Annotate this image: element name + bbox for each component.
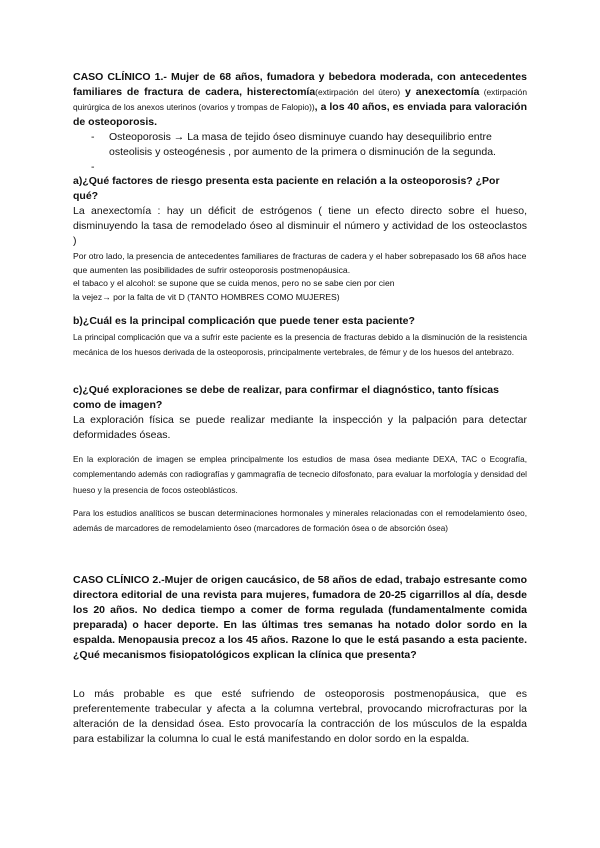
case1-heading-part-c: , a los 40 años, es enviada para valoración de osteoporosis. [73, 101, 527, 128]
answer-a-tabaco: el tabaco y el alcohol: se supone que se cuida menos, pero no se sabe cien por cien [73, 278, 395, 288]
answer-c-analytics: Para los estudios analíticos se buscan determinaciones hormonales y minerales relacionadas con el remodelamiento óseo, además de marcadores de remodelamiento óseo (marcadores de formación ósea o de absorción ósea) [73, 509, 527, 534]
osteoporosis-definition-bullet [91, 130, 527, 160]
answer-a-vejez: la vejez→ por la falta de vit D (TANTO HOMBRES COMO MUJERES) [73, 292, 340, 302]
histerectomia-note: (extirpación del útero) [315, 87, 401, 97]
question-c: c)¿Qué exploraciones se debe de realizar, para confirmar el diagnóstico, tanto físicas como de imagen? [73, 384, 499, 411]
case1-heading-part-a: CASO CLÍNICO 1.- Mujer de 68 años, fumadora y bebedora moderada, con antecedentes familiares de fractura de cadera, histerectomía [73, 71, 527, 98]
bullet-dash: - [91, 131, 95, 143]
question-a: a)¿Qué factores de riesgo presenta esta paciente en relación a la osteoporosis? ¿Por qué? [73, 175, 500, 202]
case1-heading [73, 70, 527, 130]
anexectomia-note: (extirpación quirúrgica de los anexos uterinos (ovarios y trompas de Falopio)) [73, 87, 527, 112]
question-b: b)¿Cuál es la principal complicación que puede tener esta paciente? [73, 315, 415, 327]
case2-answer: Lo más probable es que esté sufriendo de osteoporosis postmenopáusica, que es preferentemente trabecular y afecta a la columna vertebral, provocando microfracturas por la alteración de la densidad ósea. Esto provocaría la contracción de los músculos de la espalda para estabilizar la columna lo cual le está manifestando en dolor sordo en la espalda. [73, 688, 527, 745]
answer-c-physical: La exploración física se puede realizar mediante la inspección y la palpación para detectar deformidades óseas. [73, 414, 527, 441]
answer-a-anexectomia: La anexectomía : hay un déficit de estrógenos ( tiene un efecto directo sobre el hueso, disminuyendo la tasa de remodelado óseo al disminuir el número y actividad de los osteoclastos ) [73, 205, 527, 247]
answer-a-antecedentes: Por otro lado, la presencia de antecedentes familiares de fracturas de cadera y el haber sobrepasado los 68 años hace que aumenten las posibilidades de sufrir osteoporosis postmenopáusica. [73, 251, 527, 275]
answer-c-imaging: En la exploración de imagen se emplea principalmente los estudios de masa ósea mediante DEXA, TAC o Ecografía, complementando además con radiografías y gammagrafía de tecnecio difosfonato, para evaluar la morfología y densidad del hueso y la presencia de focos osteoblásticos. [73, 455, 527, 495]
case1-heading-part-b: y anexectomía [400, 86, 480, 98]
bullet-dash: - [91, 161, 95, 173]
answer-b: La principal complicación que va a sufrir este paciente es la presencia de fracturas debido a la disminución de la resistencia mecánica de los huesos derivada de la osteoporosis, principalmente vertebrales, de fémur y de los huesos del antebrazo. [73, 333, 527, 358]
case2-heading: CASO CLÍNICO 2.-Mujer de origen caucásico, de 58 años de edad, trabajo estresante como directora editorial de una revista para mujeres, fumadora de 20-25 cigarrillos al día, desde los 20 años. No dedica tiempo a comer de forma regulada (fundamentalmente comida preparada) o hacer deporte. En las últimas tres semanas ha notado dolor sordo en la espalda. Menopausia precoz a los 45 años. Razone lo que le está pasando a esta paciente. ¿Qué mecanismos fisiopatológicos explican la clínica que presenta? [73, 574, 527, 661]
osteoporosis-definition-text: Osteoporosis → La masa de tejido óseo disminuye cuando hay desequilibrio entre osteolisis y osteogénesis , por aumento de la primera o disminución de la segunda. [109, 131, 496, 158]
